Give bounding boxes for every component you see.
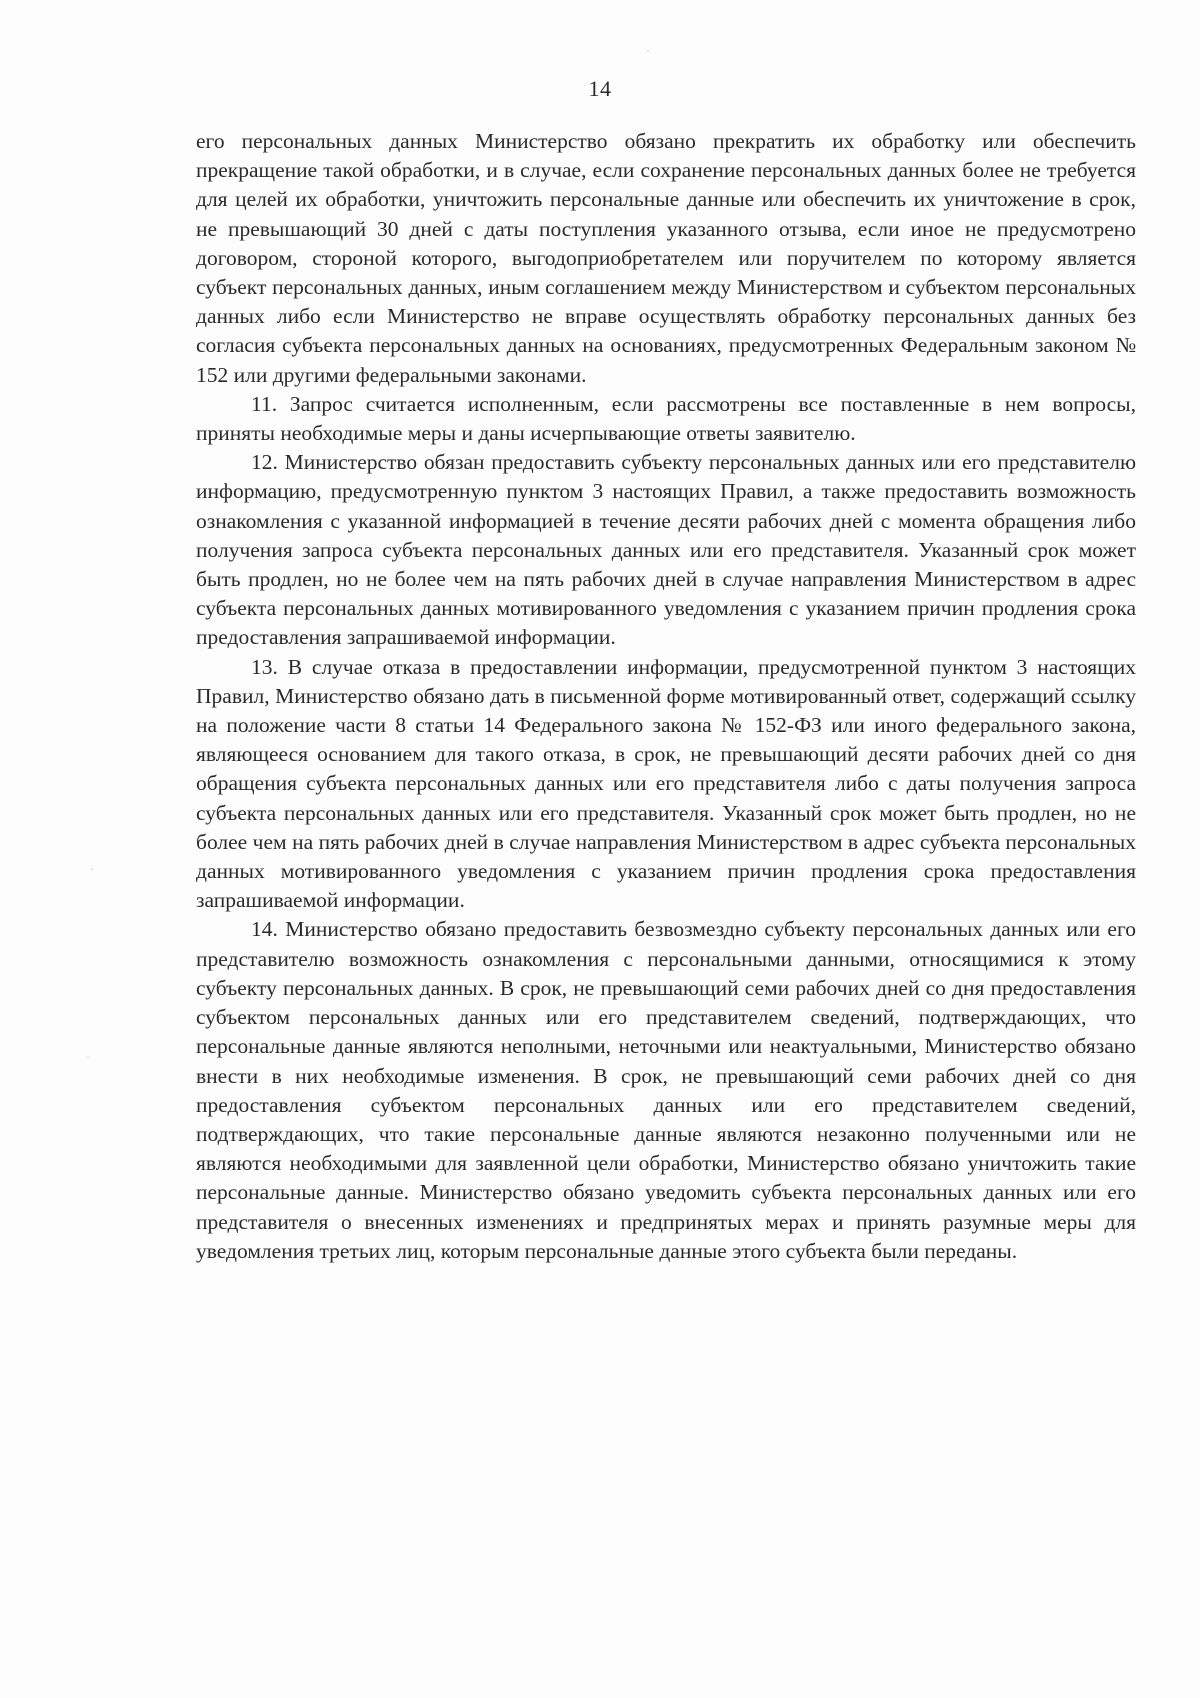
scan-speck: · [86, 1050, 90, 1064]
scan-speck: · [646, 44, 650, 58]
paragraph-14: 14. Министерство обязано предоставить безвозмездно субъекту персональных данных или его представителю возможность ознакомления с персональными данными, относящимися к этому субъекту персональных данных. В срок, не превышающий семи рабочих дней со дня предоставления субъектом персональных данных или его представителем сведений, подтверждающих, что персональные данные являются неполными, неточными или неактуальными, Министерство обязано внести в них необходимые изменения. В срок, не превышающий семи рабочих дней со дня предоставления субъектом персональных данных или его представителем сведений, подтверждающих, что такие персональные данные являются незаконно полученными или не являются необходимыми для заявленной цели обработки, Министерство обязано уничтожить такие персональные данные. Министерство обязано уведомить субъекта персональных данных или его представителя о внесенных изменениях и предпринятых мерах и принять разумные меры для уведомления третьих лиц, которым персональные данные этого субъекта были переданы. [196, 917, 1136, 1263]
paragraph-continuation: его персональных данных Министерство обязано прекратить их обработку или обеспечить прекращение такой обработки, и в случае, если сохранение персональных данных более не требуется для целей их обработки, уничтожить персональные данные или обеспечить их уничтожение в срок, не превышающий 30 дней с даты поступления указанного отзыва, если иное не предусмотрено договором, стороной которого, выгодоприобретателем или поручителем по которому является субъект персональных данных, иным соглашением между Министерством и субъектом персональных данных либо если Министерство не вправе осуществлять обработку персональных данных без согласия субъекта персональных данных на основаниях, предусмотренных Федеральным законом № 152 или другими федеральными законами. [196, 129, 1136, 387]
document-body [196, 127, 1136, 1266]
scan-speck: · [90, 862, 94, 876]
paragraph-13: 13. В случае отказа в предоставлении информации, предусмотренной пунктом 3 настоящих Правил, Министерство обязано дать в письменной форме мотивированный ответ, содержащий ссылку на положение части 8 статьи 14 Федерального закона № 152-ФЗ или иного федерального закона, являющееся основанием для такого отказа, в срок, не превышающий десяти рабочих дней со дня обращения субъекта персональных данных или его представителя либо с даты получения запроса субъекта персональных данных или его представителя. Указанный срок может быть продлен, но не более чем на пять рабочих дней в случае направления Министерством в адрес субъекта персональных данных мотивированного уведомления с указанием причин продления срока предоставления запрашиваемой информации. [196, 654, 1136, 913]
paragraph-11: 11. Запрос считается исполненным, если рассмотрены все поставленные в нем вопросы, приняты необходимые меры и даны исчерпывающие ответы заявителю. [196, 391, 1136, 446]
paragraph-12: 12. Министерство обязан предоставить субъекту персональных данных или его представителю информацию, предусмотренную пунктом 3 настоящих Правил, а также предоставить возможность ознакомления с указанной информацией в течение десяти рабочих дней с момента обращения либо получения запроса субъекта персональных данных или его представителя. Указанный срок может быть продлен, но не более чем на пять рабочих дней в случае направления Министерством в адрес субъекта персональных данных мотивированного уведомления с указанием причин продления срока предоставления запрашиваемой информации. [196, 450, 1136, 650]
page-number: 14 [588, 76, 612, 101]
